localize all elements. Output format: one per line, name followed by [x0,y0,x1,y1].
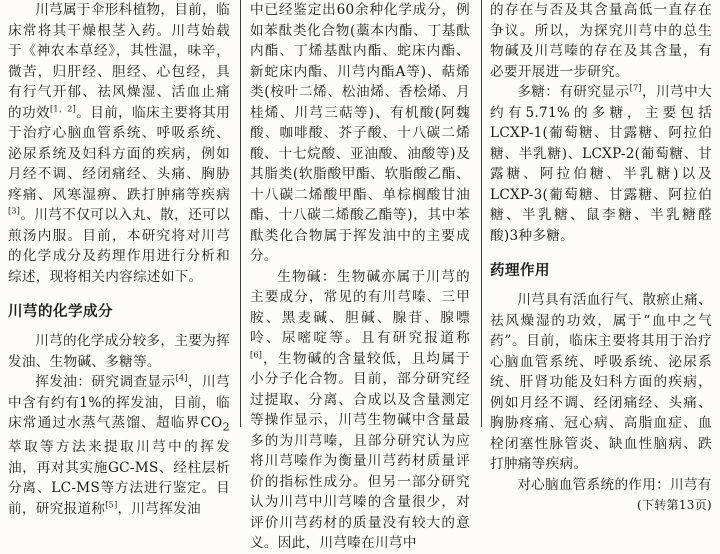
section-heading-chemistry: 川芎的化学成分 [8,304,113,320]
continued-note: (下转第13页) [636,498,712,512]
paragraph-label: 生物碱： [277,268,337,285]
column-divider [481,0,482,427]
section-heading-pharmacology: 药理作用 [490,263,550,279]
citation: [3] [8,206,21,216]
paragraph-cardio: 对心脑血管系统的作用：川芎有 [517,476,712,493]
citation: [7] [629,83,642,93]
citation: [4] [175,373,188,383]
column-right [490,0,713,512]
paragraph-alkaloids: 生物碱：生物碱亦属于川芎的主要成分，常见的有川芎嗪、三甲胺、黑麦碱、胆碱、腺苷、腺嘌呤、尿嘧啶等。且有研究报道称[6]，生物碱的含量较低，且均属于小分子化合物。目前，部分研究经过提取、分离、合成以及含量测定等操作显示，川芎生物碱中含量最多的为川芎嗪，且部分研究认为应将川芎嗪作为衡量川芎药材质量评价的指标性成分。但另一部分研究认为川芎中川芎嗪的含量很少，对评价川芎药材的质量没有较大的意义。因此，川芎嗪在川芎中 [250,268,470,551]
citation: [1，2] [49,103,77,113]
column-left [8,0,231,517]
paragraph-volatile-oil-cont: 中已经鉴定出60余种化学成分，例如苯酞类化合物(藁本内酯、丁基酞内酯、丁烯基酞内酯、蛇床内酯、新蛇床内酯、川芎内酯A等)、萜烯类(桉叶二烯、松油烯、香桧烯、月桂烯、川芎三萜等)、有机酸(阿魏酸、咖啡酸、芥子酸、十八碳二烯酸、十七烷酸、亚油酸、油酸等)及其脂类(软脂酸甲酯、软脂酸乙酯、十八碳二烯酸甲酯、单棕榈酸甘油酯、十八碳二烯酸乙酯等)，其中苯酞类化合物属于挥发油中的主要成分。 [250,2,470,264]
paragraph-volatile-oil: 挥发油：研究调查显示[4]，川芎中含有约有1%的挥发油，目前，临床常通过水蒸气蒸馏、超临界$CO_2$萃取等方法来提取川芎中的挥发油，再对其实施GC-MS、经柱层析分离、LC-MS等方法进行鉴定。目前，研究报道称[5]，川芎挥发油 [8,373,230,517]
citation: [5] [105,500,118,510]
paragraph-label: 多糖： [517,84,560,100]
paragraph-components: 川芎的化学成分较多，主要为挥发油、生物碱、多糖等。 [8,333,230,370]
paragraph-polysaccharides: 多糖：有研究显示[7]，川芎中大约有5.71%的多糖，主要包括LCXP-1(葡萄糖、甘露糖、阿拉伯糖、半乳糖)、LCXP-2(葡萄糖、甘露糖、阿拉伯糖、半乳糖)以及LCXP-3(葡萄糖、甘露糖、阿拉伯糖、半乳糖、鼠李糖、半乳糖醛酸)3种多糖。 [490,83,713,244]
paragraph-intro: 川芎属于伞形科植物，目前，临床常将其干燥根茎入药。川芎始载于《神农本草经》，其性温，味辛，微苦，归肝经、胆经、心包经，具有行气开郁、祛风燥湿、活血止痛的功效[1，2]。目前，临床主要将其用于治疗心脑血管系统、呼吸系统、泌尿系统及妇科方面的疾病，例如月经不调、经闭痛经、头痛、胸胁疼痛、风寒湿痹、跌打肿痛等疾病[3]。川芎不仅可以入丸、散，还可以煎汤内服。目前，本研究将对川芎的化学成分及药理作用进行分析和综述，现将相关内容综述如下。 [8,2,231,285]
paragraph-label: 挥发油： [35,374,92,390]
citation: [6] [250,349,263,359]
column-divider [240,0,241,427]
paragraph-pharmacology: 川芎具有活血行气、散瘀止痛、祛风燥湿的功效，属于“血中之气药”。目前，临床主要将其用于治疗心脑血管系统、呼吸系统、泌尿系统、肝肾功能及妇科方面的疾病，例如月经不调、经闭痛经、头痛、胸胁疼痛、冠心病、高脂血症、血栓闭塞性脉管炎、缺血性脑病、跌打肿痛等疾病。 [490,292,712,472]
paragraph-alkaloids-cont: 的存在与否及其含量高低一直存在争议。所以，为探究川芎中的总生物碱及川芎嗪的存在及其含量，有必要开展进一步研究。 [490,2,712,80]
column-middle [250,0,470,551]
